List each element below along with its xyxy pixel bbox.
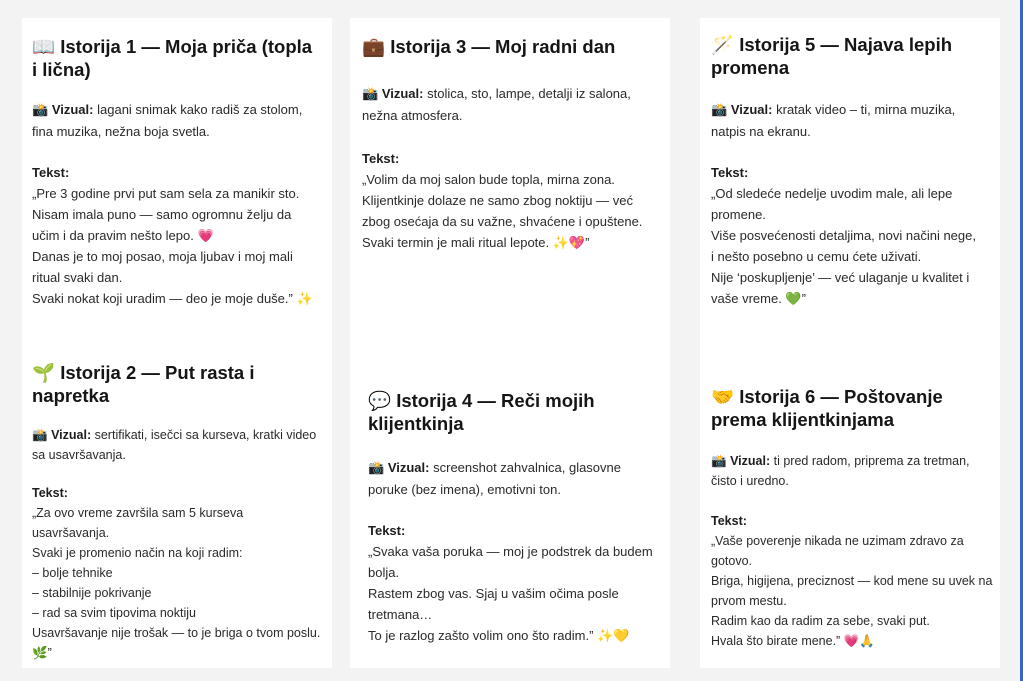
vizual-line: [368, 457, 660, 500]
story-line: Hvala što birate mene.” 💗🙏: [711, 634, 875, 648]
story-text: [32, 183, 322, 309]
vizual-text: ti pred radom, priprema za tretman, čisto i uredno.: [711, 454, 970, 488]
vizual-label: Vizual:: [51, 428, 92, 442]
story-line: Više posvećenosti detaljima, novi načini nege,: [711, 228, 976, 243]
tekst-label: Tekst:: [368, 523, 406, 538]
camera-icon: 📸: [32, 427, 48, 442]
vizual-line: [32, 425, 322, 465]
vizual-label: Vizual:: [387, 460, 430, 475]
vizual-line: [32, 99, 322, 142]
story-line: Radim kao da radim za sebe, svaki put.: [711, 614, 930, 628]
tekst-label: Tekst:: [711, 165, 749, 180]
story-text: [362, 169, 658, 253]
story-line: Svaki nokat koji uradim — deo je moje duše.” ✨: [32, 291, 313, 306]
story-line: Nije ‘poskupljenje’ — već ulaganje u kvalitet i vaše vreme. 💚”: [711, 270, 970, 306]
story-line: „Od sledeće nedelje uvodim male, ali lepe promene.: [711, 186, 953, 222]
story-title: 📖 Istorija 1 — Moja priča (topla i lična): [32, 36, 313, 80]
handshake-icon: 🤝: [711, 387, 735, 408]
vizual-label: Vizual:: [730, 102, 773, 117]
story-line: Usavršavanje nije trošak — to je briga o tvom poslu. 🌿”: [32, 626, 321, 660]
vizual-text: kratak video – ti, mirna muzika, natpis na ekranu.: [711, 102, 956, 139]
story-line: Svaki je promenio način na koji radim:: [32, 546, 243, 560]
story-title: 🤝 Istorija 6 — Poštovanje prema klijentkinjama: [711, 386, 943, 430]
story-title: 🪄 Istorija 5 — Najava lepih promena: [711, 34, 953, 78]
vizual-label: Vizual:: [730, 454, 771, 468]
story-title: 💬 Istorija 4 — Reči mojih klijentkinja: [368, 390, 595, 434]
story-line: „Svaka vaša poruka — moj je podstrek da budem bolja.: [368, 544, 653, 580]
story-card-6: [711, 386, 993, 651]
story-line: – stabilnije pokrivanje: [32, 586, 152, 600]
tekst-label: Tekst:: [362, 151, 400, 166]
vizual-label: Vizual:: [51, 102, 94, 117]
story-text: [711, 531, 993, 651]
vizual-line: [711, 99, 993, 142]
camera-icon: 📸: [362, 87, 379, 102]
story-card-5: [711, 34, 993, 309]
tekst-label: Tekst:: [711, 514, 747, 528]
story-line: Nisam imala puno — samo ogromnu želju da učim i da pravim nešto lepo. 💗: [32, 207, 292, 243]
vizual-line: [362, 83, 658, 126]
vizual-text: sertifikati, isečci sa kurseva, kratki video sa usavršavanja.: [32, 428, 317, 462]
story-text: [711, 183, 993, 309]
story-line: „Za ovo vreme završila sam 5 kurseva usavršavanja.: [32, 506, 244, 540]
story-line: Danas je to moj posao, moja ljubav i moj mali ritual svaki dan.: [32, 249, 293, 285]
speech-bubble-icon: 💬: [368, 391, 392, 412]
vizual-line: [711, 451, 993, 491]
story-text: [368, 541, 660, 646]
story-title: 🌱 Istorija 2 — Put rasta i napretka: [32, 362, 255, 406]
story-line: „Volim da moj salon bude topla, mirna zona.: [362, 172, 615, 187]
story-card-4: [368, 390, 660, 646]
vizual-text: lagani snimak kako radiš za stolom, fina muzika, nežna boja svetla.: [32, 102, 303, 139]
tekst-label: Tekst:: [32, 486, 68, 500]
story-line: Svaki termin je mali ritual lepote. ✨💖”: [362, 235, 590, 250]
magic-wand-icon: 🪄: [711, 35, 735, 56]
story-line: Briga, higijena, preciznost — kod mene su uvek na prvom mestu.: [711, 574, 993, 608]
camera-icon: 📸: [368, 461, 385, 476]
vizual-text: stolica, sto, lampe, detalji iz salona, nežna atmosfera.: [362, 86, 631, 123]
story-line: „Vaše poverenje nikada ne uzimam zdravo za gotovo.: [711, 534, 964, 568]
camera-icon: 📸: [32, 103, 49, 118]
story-line: – rad sa svim tipovima noktiju: [32, 606, 196, 620]
camera-icon: 📸: [711, 103, 728, 118]
story-text: [32, 503, 322, 663]
story-card-2: [32, 362, 322, 663]
story-line: i nešto posebno u cemu ćete uživati.: [711, 249, 922, 264]
story-line: – bolje tehnike: [32, 566, 113, 580]
story-line: To je razlog zašto volim ono što radim.” ✨💛: [368, 628, 630, 643]
story-title: 💼 Istorija 3 — Moj radni dan: [362, 36, 616, 58]
story-line: „Pre 3 godine prvi put sam sela za manikir sto.: [32, 186, 300, 201]
story-card-1: [32, 36, 322, 309]
book-icon: 📖: [32, 37, 56, 58]
tekst-label: Tekst:: [32, 165, 70, 180]
camera-icon: 📸: [711, 453, 727, 468]
story-card-3: [362, 36, 658, 253]
seedling-icon: 🌱: [32, 363, 56, 384]
vizual-text: screenshot zahvalnica, glasovne poruke (bez imena), emotivni ton.: [368, 460, 621, 497]
vizual-label: Vizual:: [381, 86, 424, 101]
briefcase-icon: 💼: [362, 37, 386, 58]
story-line: Rastem zbog vas. Sjaj u vašim očima posle tretmana…: [368, 586, 619, 622]
story-line: Klijentkinje dolaze ne samo zbog noktiju — već zbog osećaja da su važne, shvaćene i opuštene.: [362, 193, 643, 229]
